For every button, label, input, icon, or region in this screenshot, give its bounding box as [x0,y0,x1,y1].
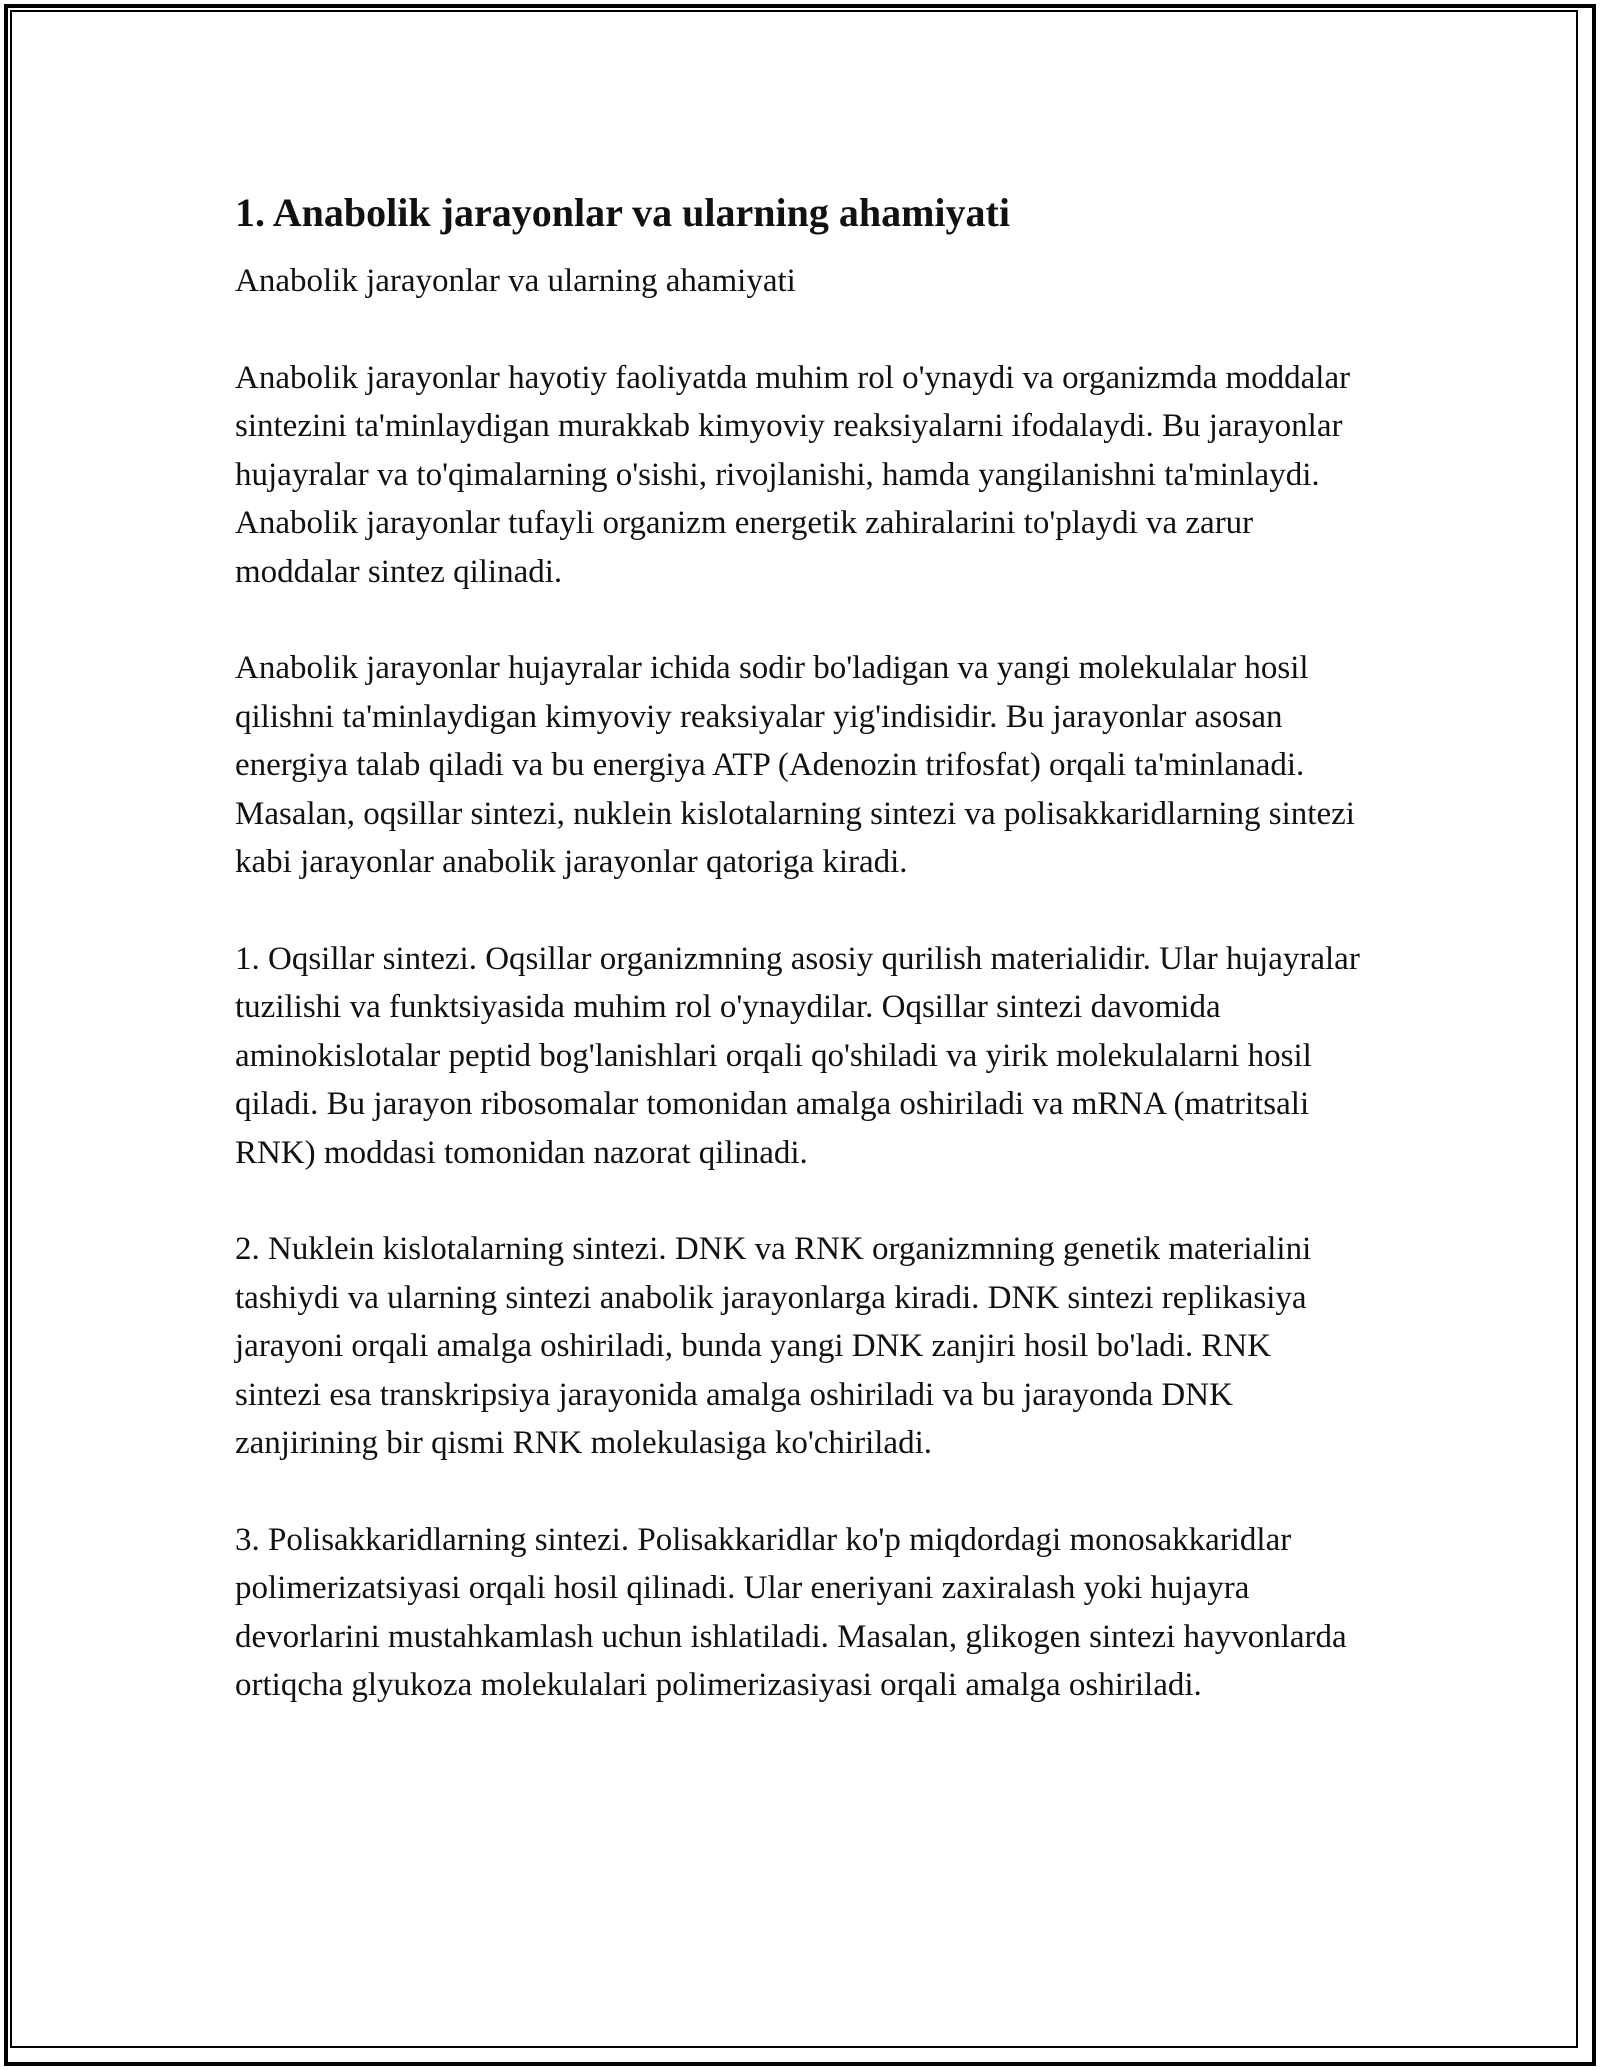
paragraph-protein-synthesis: 1. Oqsillar sintezi. Oqsillar organizmning asosiy qurilish materialidir. Ular hujayralar tuzilishi va funktsiyasida muhim rol o'ynaydilar. Oqsillar sintezi davomida aminokislotalar peptid bog'lanishlari orqali qo'shiladi va yirik molekulalarni hosil qiladi. Bu jarayon ribosomalar tomonidan amalga oshiriladi va mRNA (matritsali RNK) moddasi tomonidan nazorat qilinadi. [235,940,1360,1171]
paragraph-definition: Anabolik jarayonlar hujayralar ichida sodir bo'ladigan va yangi molekulalar hosil qilishni ta'minlaydigan kimyoviy reaksiyalar yig'indisidir. Bu jarayonlar asosan energiya talab qiladi va bu energiya ATP (Adenozin trifosfat) orqali ta'minlanadi. Masalan, oqsillar sintezi, nuklein kislotalarning sintezi va polisakkaridlarning sintezi kabi jarayonlar anabolik jarayonlar qatoriga kiradi. [235,650,1355,880]
document-title: 1. Anabolik jarayonlar va ularning ahamiyati [235,190,1010,235]
paragraph-intro: Anabolik jarayonlar hayotiy faoliyatda muhim rol o'ynaydi va organizmda moddalar sintezini ta'minlaydigan murakkab kimyoviy reaksiyalarni ifodalaydi. Bu jarayonlar hujayralar va to'qimalarning o'sishi, rivojlanishi, hamda yangilanishni ta'minlaydi. Anabolik jarayonlar tufayli organizm energetik zahiralarini to'playdi va zarur moddalar sintez qilinadi. [235,359,1351,590]
paragraph-polysaccharide-synthesis: 3. Polisakkaridlarning sintezi. Polisakkaridlar ko'p miqdordagi monosakkaridlar polimerizatsiyasi orqali hosil qilinadi. Ular eneriyani zaxiralash yoki hujayra devorlarini mustahkamlash uchun ishlatiladi. Masalan, glikogen sintezi hayvonlarda ortiqcha glyukoza molekulalari polimerizasiyasi orqali amalga oshiriladi. [235,1521,1347,1703]
document-subtitle: Anabolik jarayonlar va ularning ahamiyati [235,263,796,299]
document-page [235,185,1365,1758]
paragraph-nucleic-acid-synthesis: 2. Nuklein kislotalarning sintezi. DNK va RNK organizmning genetik materialini tashiydi va ularning sintezi anabolik jarayonlarga kiradi. DNK sintezi replikasiya jarayoni orqali amalga oshiriladi, bunda yangi DNK zanjiri hosil bo'ladi. RNK sintezi esa transkripsiya jarayonida amalga oshiriladi va bu jarayonda DNK zanjirining bir qismi RNK molekulasiga ko'chiriladi. [235,1231,1312,1461]
